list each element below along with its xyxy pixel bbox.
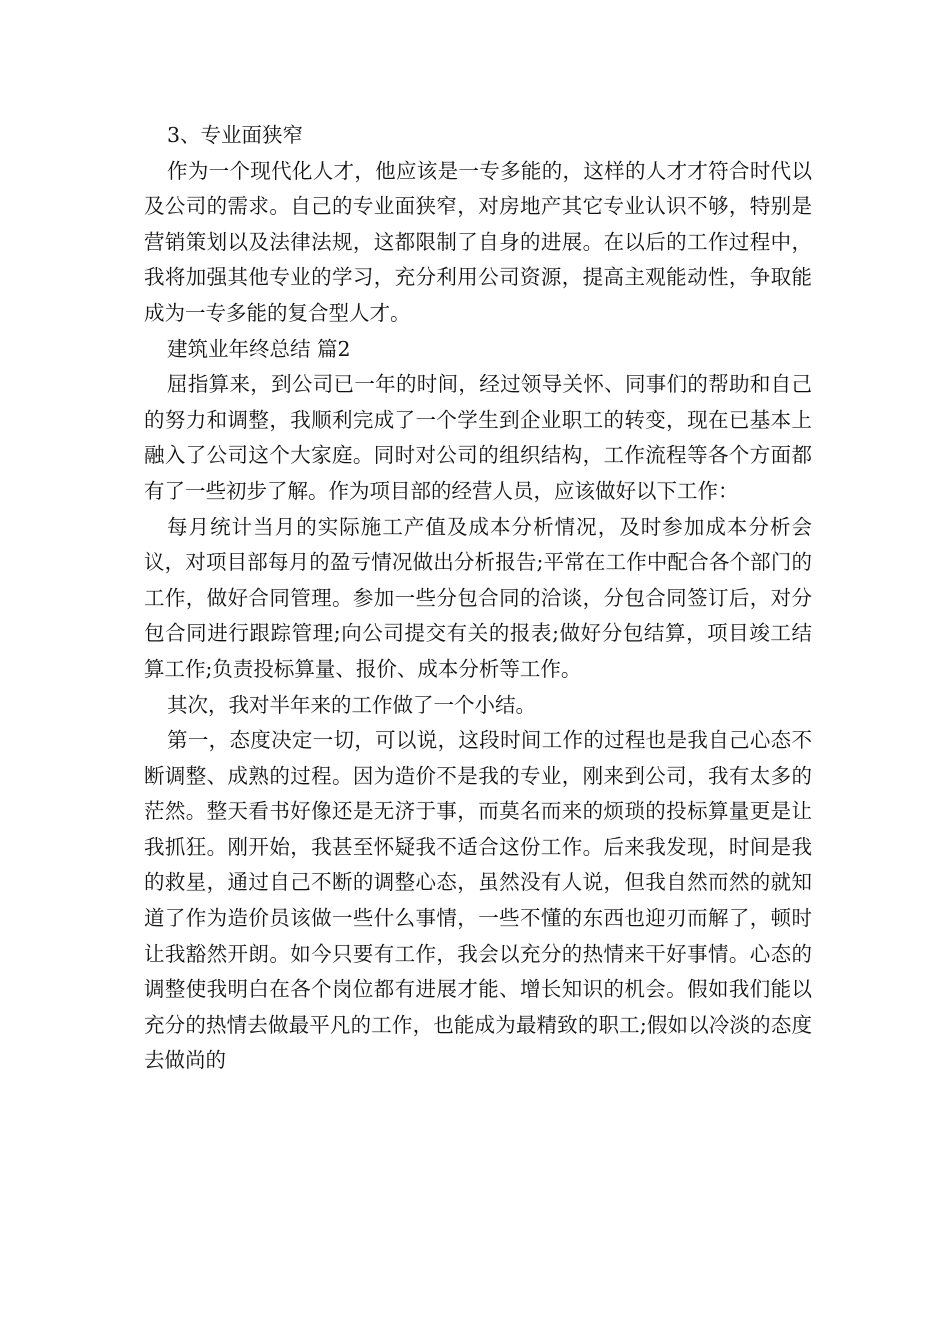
paragraph: 其次，我对半年来的工作做了一个小结。: [167, 692, 536, 717]
paragraph: 每月统计当月的实际施工产值及成本分析情况，及时参加成本分析会议，对项目部每月的盈亏情况做出分析报告;平常在工作中配合各个部门的工作，做好合同管理。参加一些分包合同的洽谈，分包合同签订后，对分包合同进行跟踪管理;向公司提交有关的报表;做好分包结算，项目竣工结算工作;负责投标算量、报价、成本分析等工作。: [144, 514, 812, 681]
paragraph: 作为一个现代化人才，他应该是一专多能的，这样的人才才符合时代以及公司的需求。自己的专业面狭窄，对房地产其它专业认识不够，特别是营销策划以及法律法规，这都限制了自身的进展。在以后的工作过程中，我将加强其他专业的学习，充分利用公司资源，提高主观能动性，争取能成为一专多能的复合型人才。: [144, 158, 812, 325]
paragraph: 屈指算来，到公司已一年的时间，经过领导关怀、同事们的帮助和自己的努力和调整，我顺利完成了一个学生到企业职工的转变，现在已基本上融入了公司这个大家庭。同时对公司的组织结构，工作流程等各个方面都有了一些初步了解。作为项目部的经营人员，应该做好以下工作：: [144, 372, 812, 503]
article-heading: 建筑业年终总结 篇2: [167, 336, 351, 361]
document-body: [144, 118, 812, 1079]
section-heading: 3、专业面狭窄: [167, 123, 304, 147]
paragraph: 第一，态度决定一切，可以说，这段时间工作的过程也是我自己心态不断调整、成熟的过程。因为造价不是我的专业，刚来到公司，我有太多的茫然。整天看书好像还是无济于事，而莫名而来的烦琐的投标算量更是让我抓狂。刚开始，我甚至怀疑我不适合这份工作。后来我发现，时间是我的救星，通过自己不断的调整心态，虽然没有人说，但我自然而然的就知道了作为造价员该做一些什么事情，一些不懂的东西也迎刃而解了，顿时让我豁然开朗。如今只要有工作，我会以充分的热情来干好事情。心态的调整使我明白在各个岗位都有进展才能、增长知识的机会。假如我们能以充分的热情去做最平凡的工作，也能成为最精致的职工;假如以冷淡的态度去做尚的: [144, 728, 812, 1073]
